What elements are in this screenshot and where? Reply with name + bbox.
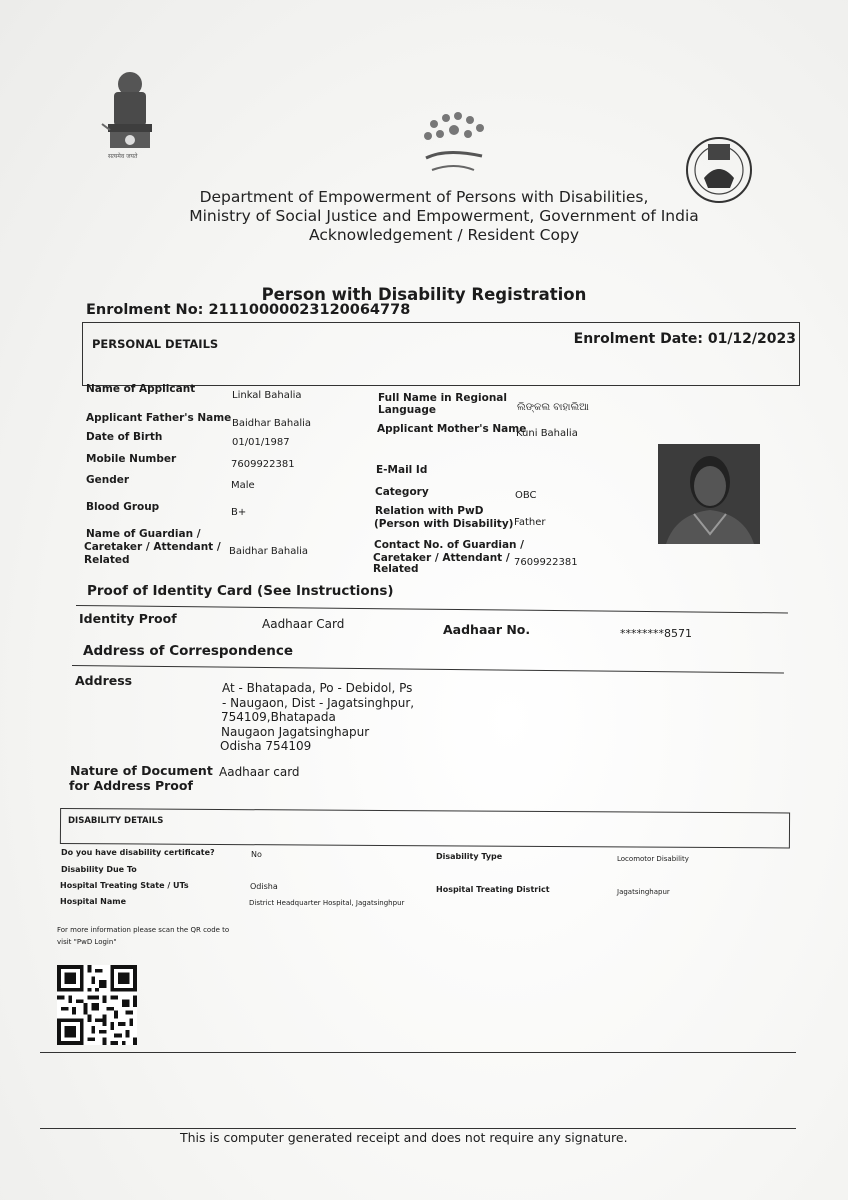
- value-certificate: No: [251, 850, 262, 859]
- address-doc-label-2: for Address Proof: [69, 778, 193, 793]
- enrolment-number: Enrolment No: 21110000023120064778: [86, 302, 411, 318]
- label-email: E-Mail Id: [376, 464, 428, 476]
- label-dob: Date of Birth: [86, 431, 163, 443]
- label-mother: Applicant Mother's Name: [377, 423, 527, 435]
- value-blood: B+: [231, 507, 247, 518]
- personal-details-heading: PERSONAL DETAILS: [92, 337, 219, 351]
- qr-code[interactable]: [57, 965, 137, 1045]
- address-divider: [72, 665, 784, 673]
- label-guardian-3: Related: [84, 554, 130, 566]
- label-due-to: Disability Due To: [61, 865, 137, 874]
- address-doc-label-1: Nature of Document: [70, 763, 213, 778]
- bottom-rule-2: [40, 1128, 796, 1129]
- label-contact-3: Related: [373, 563, 419, 575]
- accessible-india-logo-icon: [414, 110, 494, 180]
- header-copy-type: Acknowledgement / Resident Copy: [309, 226, 579, 244]
- value-mobile: 7609922381: [231, 459, 295, 470]
- label-hospital: Hospital Name: [60, 897, 127, 906]
- address-line-2: - Naugaon, Dist - Jagatsinghpur,: [222, 696, 415, 710]
- address-label: Address: [75, 673, 133, 688]
- label-mobile: Mobile Number: [86, 453, 177, 465]
- disability-details-section: [60, 808, 790, 848]
- value-gender: Male: [231, 480, 255, 491]
- value-mother: Kuni Bahalia: [516, 428, 578, 439]
- qr-note-1: For more information please scan the QR code to: [57, 926, 230, 934]
- label-contact-2: Caretaker / Attendant /: [373, 552, 510, 564]
- label-relation-2: (Person with Disability): [374, 518, 514, 530]
- value-contact: 7609922381: [514, 557, 578, 568]
- bottom-rule-1: [40, 1052, 796, 1053]
- value-type: Locomotor Disability: [617, 855, 689, 863]
- label-certificate: Do you have disability certificate?: [61, 848, 215, 857]
- personal-details-section: [82, 322, 800, 386]
- value-hospital: District Headquarter Hospital, Jagatsinghpur: [249, 899, 405, 907]
- value-regional: ଲିଙ୍କଲ ବାହାଲିଆ: [517, 402, 589, 413]
- value-relation: Father: [514, 517, 546, 528]
- address-line-3: 754109,Bhatapada: [221, 710, 336, 724]
- value-state: Odisha: [250, 882, 278, 891]
- page-title: Person with Disability Registration: [261, 285, 587, 304]
- aadhaar-label: Aadhaar No.: [443, 622, 531, 637]
- value-name: Linkal Bahalia: [232, 390, 302, 401]
- header-ministry: Ministry of Social Justice and Empowerment, Government of India: [189, 207, 699, 225]
- qr-note-2: visit "PwD Login": [57, 938, 117, 946]
- value-dob: 01/01/1987: [232, 437, 290, 448]
- identity-proof-label: Identity Proof: [79, 611, 177, 626]
- label-guardian-1: Name of Guardian /: [86, 528, 201, 540]
- address-line-5: Odisha 754109: [220, 739, 312, 753]
- aadhaar-value: ********8571: [620, 627, 692, 640]
- address-line-1: At - Bhatapada, Po - Debidol, Ps: [222, 681, 413, 695]
- header-department: Department of Empowerment of Persons with Disabilities,: [199, 188, 649, 206]
- label-guardian-2: Caretaker / Attendant /: [84, 541, 221, 553]
- value-guardian: Baidhar Bahalia: [229, 546, 309, 557]
- footer-note: This is computer generated receipt and does not require any signature.: [180, 1130, 628, 1145]
- address-heading: Address of Correspondence: [83, 643, 294, 659]
- label-category: Category: [375, 486, 429, 498]
- address-doc-value: Aadhaar card: [219, 765, 300, 779]
- identity-proof-value: Aadhaar Card: [262, 617, 345, 631]
- value-father: Baidhar Bahalia: [232, 418, 312, 429]
- emblem-motto: सत्यमेव जयते: [108, 153, 138, 160]
- applicant-photo: [658, 444, 760, 544]
- enrolment-date: Enrolment Date: 01/12/2023: [573, 331, 796, 347]
- disability-details-heading: DISABILITY DETAILS: [68, 816, 164, 826]
- label-relation-1: Relation with PwD: [375, 505, 484, 517]
- label-name: Name of Applicant: [86, 383, 196, 395]
- label-state: Hospital Treating State / UTs: [60, 881, 189, 890]
- identity-divider: [76, 605, 788, 613]
- label-district: Hospital Treating District: [436, 885, 550, 894]
- identity-heading: Proof of Identity Card (See Instructions): [87, 583, 394, 599]
- label-type: Disability Type: [436, 852, 503, 861]
- label-blood: Blood Group: [86, 501, 160, 513]
- label-father: Applicant Father's Name: [86, 412, 232, 424]
- value-district: Jagatsinghapur: [617, 888, 670, 896]
- label-regional-2: Language: [378, 404, 436, 416]
- value-category: OBC: [515, 490, 537, 501]
- address-line-4: Naugaon Jagatsinghapur: [221, 725, 370, 739]
- label-gender: Gender: [86, 474, 130, 486]
- person-photo-icon: [658, 444, 760, 544]
- label-contact-1: Contact No. of Guardian /: [374, 539, 525, 551]
- label-regional-1: Full Name in Regional: [378, 392, 507, 404]
